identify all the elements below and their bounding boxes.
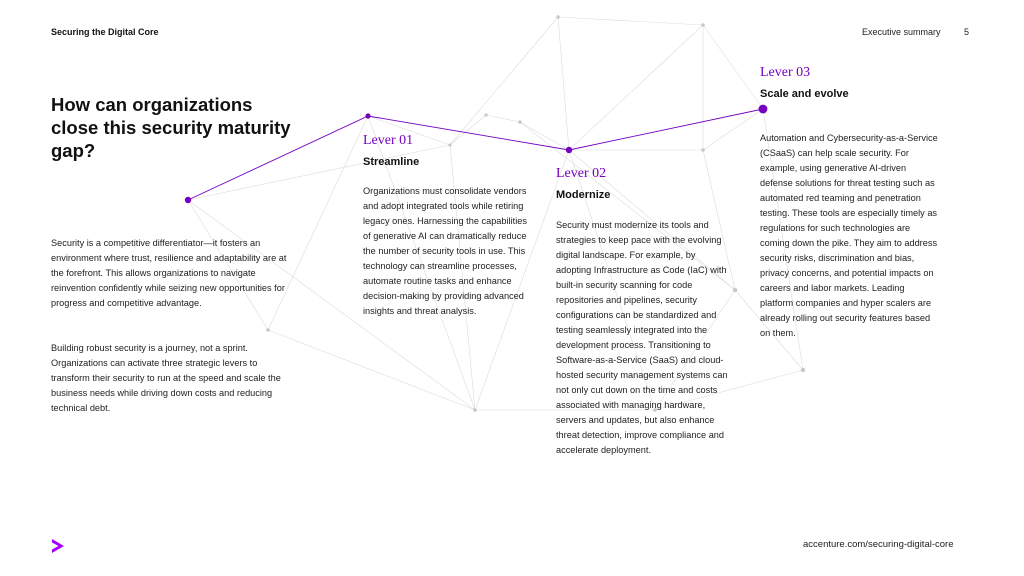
lever-03-number: Lever 03 [760, 65, 811, 80]
footer-url-link[interactable]: accenture.com/securing-digital-core [803, 539, 954, 550]
path-start-node [185, 197, 191, 203]
page-title: How can organizations close this security maturity gap? [51, 94, 291, 161]
page-number: 5 [964, 27, 970, 37]
doc-title: Securing the Digital Core [51, 27, 159, 37]
lever-03-body: Automation and Cybersecurity-as-a-Service (CSaaS) can help scale security. For example, using generative AI-driven defense solutions for threat testing such as automated red teaming and penetration testing. These tools are especially timely as regulations for such technologies are coming down the pike. They aim to address security risks, discrimination and bias, privacy concerns, and potential impacts on careers and labor markets. Leading platform companies and hyper scalers are already rolling out security features based on them. [760, 133, 938, 338]
intro-paragraph-2: Building robust security is a journey, not a sprint. Organizations can activate three strategic levers to transform their security to run at the speed and scale the business needs while driving down costs and reducing technical debt. [51, 343, 281, 413]
lever-03-node [759, 105, 768, 114]
lever-03-title: Scale and evolve [760, 88, 849, 100]
lever-02-node [566, 147, 572, 153]
lever-01-node [365, 113, 370, 118]
lever-01-body: Organizations must consolidate vendors and adopt integrated tools while retiring legacy ones. Harnessing the capabilities of generative AI can dramatically reduce the number of security tools in use. This technology can streamline processes, automate routine tasks and enhance decision-making by providing advanced insights and threat analysis. [363, 186, 527, 316]
lever-02-title: Modernize [556, 189, 611, 201]
lever-01-number: Lever 01 [363, 133, 414, 148]
lever-02-body: Security must modernize its tools and strategies to keep pace with the evolving digital landscape. For example, by adopting Infrastructure as Code (IaC) with built-in security scanning for code repositories and pipelines, security configurations can be standardized and testing seamlessly integrated into the development process. Transitioning to Software-as-a-Service (SaaS) and cloud-hosted security management systems can not only cut down on the time and costs associated with managing hardware, servers and updates, but also enhance threat detection, improve compliance and accelerate deployment. [556, 220, 728, 455]
lever-02-number: Lever 02 [556, 166, 607, 181]
intro-paragraph-1: Security is a competitive differentiator—it fosters an environment where trust, resilience and adaptability are at the forefront. This allows organizations to navigate reinvention confidently while seizing new opportunities for progress and competitive advantage. [51, 238, 287, 308]
lever-01-title: Streamline [363, 156, 420, 168]
section-label: Executive summary [862, 27, 941, 37]
accenture-logo-icon [50, 537, 66, 555]
